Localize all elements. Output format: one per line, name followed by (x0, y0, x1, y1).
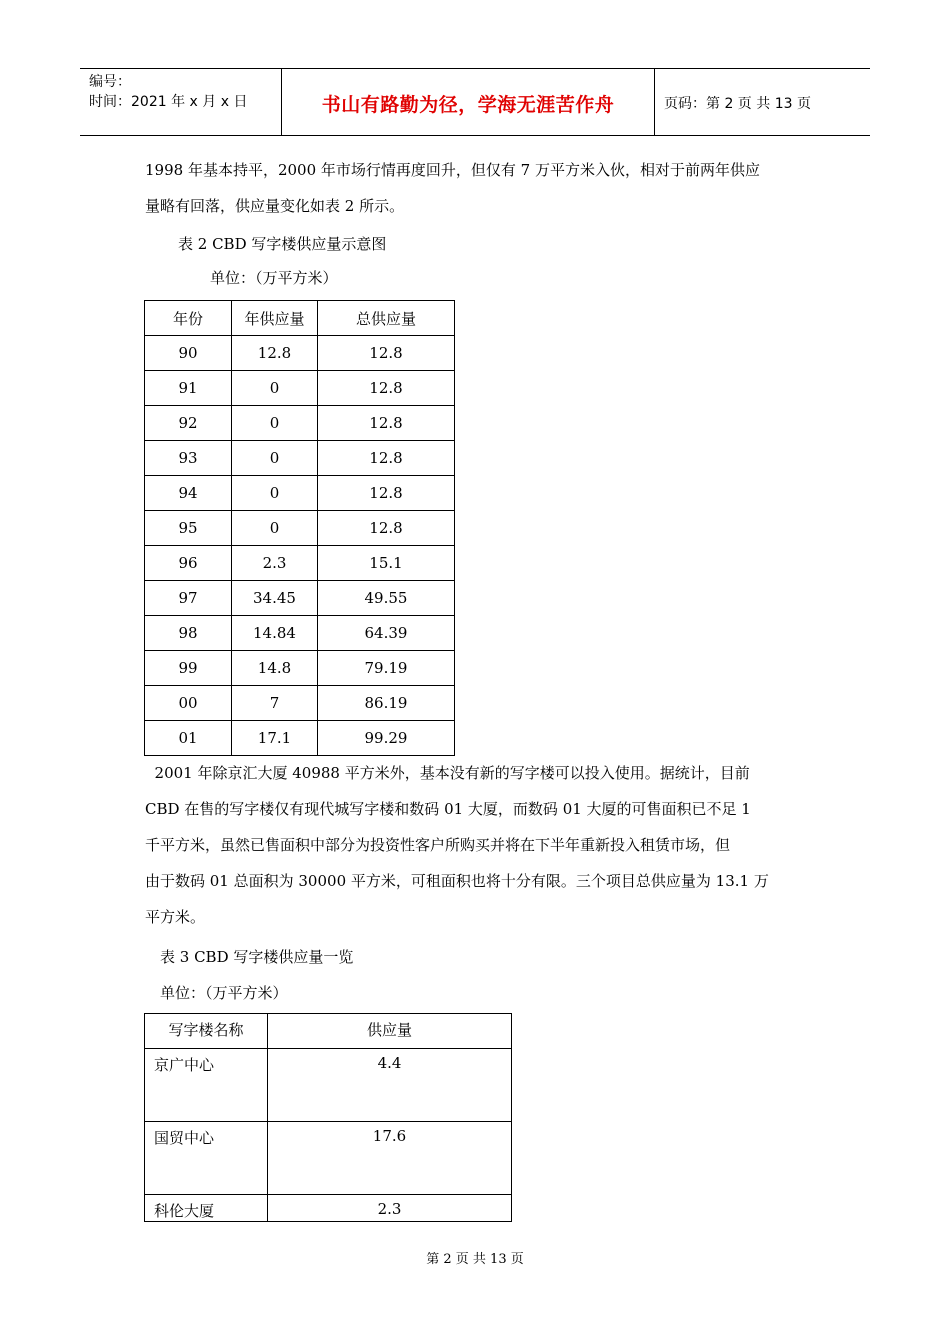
table-header-row (145, 301, 455, 336)
column-header: 年份 (145, 301, 232, 336)
paragraph-1-line-1: 1998 年基本持平，2000 年市场行情再度回升，但仅有 7 万平方米入伙，相对于前两年供应 (145, 161, 760, 179)
table-row (145, 371, 455, 406)
column-header: 年供应量 (232, 301, 318, 336)
paragraph-2-line: 平方米。 (145, 908, 206, 926)
table-cell: 92 (145, 406, 232, 441)
table-cell: 99.29 (318, 721, 455, 756)
table-row (145, 406, 455, 441)
paragraph-1-line-2: 量略有回落，供应量变化如表 2 所示。 (145, 197, 405, 215)
table-row (145, 476, 455, 511)
table-cell: 12.8 (232, 336, 318, 371)
table-cell: 17.1 (232, 721, 318, 756)
building-supply-table (144, 1013, 512, 1222)
paragraph-2-line: 千平方米，虽然已售面积中部分为投资性客户所购买并将在下半年重新投入租赁市场，但 (145, 836, 731, 854)
column-header: 供应量 (268, 1014, 512, 1049)
building-name-cell: 科伦大厦 (145, 1195, 268, 1222)
serial-label: 编号： (89, 74, 131, 90)
table-cell: 12.8 (318, 441, 455, 476)
table-cell: 01 (145, 721, 232, 756)
table-cell: 90 (145, 336, 232, 371)
table-row (145, 511, 455, 546)
table-cell: 12.8 (318, 371, 455, 406)
table-cell: 99 (145, 651, 232, 686)
table-row (145, 336, 455, 371)
paragraph-2 (145, 755, 815, 935)
header-page-number: 页码：第 2 页 共 13 页 (664, 96, 811, 112)
table-row (145, 1049, 512, 1122)
column-header: 写字楼名称 (145, 1014, 268, 1049)
table-row (145, 686, 455, 721)
table-row (145, 651, 455, 686)
paragraph-1 (145, 152, 815, 224)
supply-value-cell: 4.4 (268, 1049, 512, 1122)
table-cell: 14.8 (232, 651, 318, 686)
table-cell: 12.8 (318, 476, 455, 511)
table3-unit: 单位：（万平方米） (160, 984, 288, 1002)
paragraph-2-line: 由于数码 01 总面积为 30000 平方米，可租面积也将十分有限。三个项目总供应量为 13.1 万 (145, 872, 769, 890)
table-cell: 93 (145, 441, 232, 476)
table-cell: 98 (145, 616, 232, 651)
table-cell: 49.55 (318, 581, 455, 616)
table2-caption: 表 2 CBD 写字楼供应量示意图 (178, 235, 387, 253)
table3-caption: 表 3 CBD 写字楼供应量一览 (160, 948, 354, 966)
table-cell: 0 (232, 371, 318, 406)
table-row (145, 616, 455, 651)
table-cell: 94 (145, 476, 232, 511)
table-row (145, 1195, 512, 1222)
table-cell: 0 (232, 511, 318, 546)
table-cell: 64.39 (318, 616, 455, 651)
paragraph-2-line: 2001 年除京汇大厦 40988 平方米外，基本没有新的写字楼可以投入使用。据统计，目前 (145, 764, 750, 782)
table-cell: 96 (145, 546, 232, 581)
table-cell: 0 (232, 441, 318, 476)
table-row (145, 546, 455, 581)
header-motto: 书山有路勤为径，学海无涯苦作舟 (281, 69, 655, 135)
time-label: 时间：2021 年 x 月 x 日 (89, 94, 248, 110)
building-name-cell: 京广中心 (145, 1049, 268, 1122)
table-cell: 7 (232, 686, 318, 721)
supply-table (144, 300, 455, 756)
header-meta (80, 69, 281, 135)
building-name-cell: 国贸中心 (145, 1122, 268, 1195)
table-cell: 2.3 (232, 546, 318, 581)
table-cell: 34.45 (232, 581, 318, 616)
table-cell: 12.8 (318, 511, 455, 546)
table-row (145, 1122, 512, 1195)
table2-unit: 单位：（万平方米） (210, 269, 338, 287)
paragraph-2-line: CBD 在售的写字楼仅有现代城写字楼和数码 01 大厦，而数码 01 大厦的可售面积已不足 1 (145, 800, 751, 818)
table-cell: 14.84 (232, 616, 318, 651)
column-header: 总供应量 (318, 301, 455, 336)
supply-value-cell: 2.3 (268, 1195, 512, 1222)
table-header-row (145, 1014, 512, 1049)
page-header (80, 68, 870, 136)
table-cell: 00 (145, 686, 232, 721)
page-footer: 第 2 页 共 13 页 (426, 1252, 524, 1267)
table-cell: 15.1 (318, 546, 455, 581)
table-cell: 12.8 (318, 406, 455, 441)
table-cell: 91 (145, 371, 232, 406)
supply-value-cell: 17.6 (268, 1122, 512, 1195)
table-row (145, 581, 455, 616)
table-cell: 0 (232, 406, 318, 441)
table-cell: 12.8 (318, 336, 455, 371)
table-cell: 86.19 (318, 686, 455, 721)
table-cell: 0 (232, 476, 318, 511)
table-cell: 97 (145, 581, 232, 616)
table-row (145, 721, 455, 756)
table-cell: 79.19 (318, 651, 455, 686)
table-cell: 95 (145, 511, 232, 546)
table-row (145, 441, 455, 476)
